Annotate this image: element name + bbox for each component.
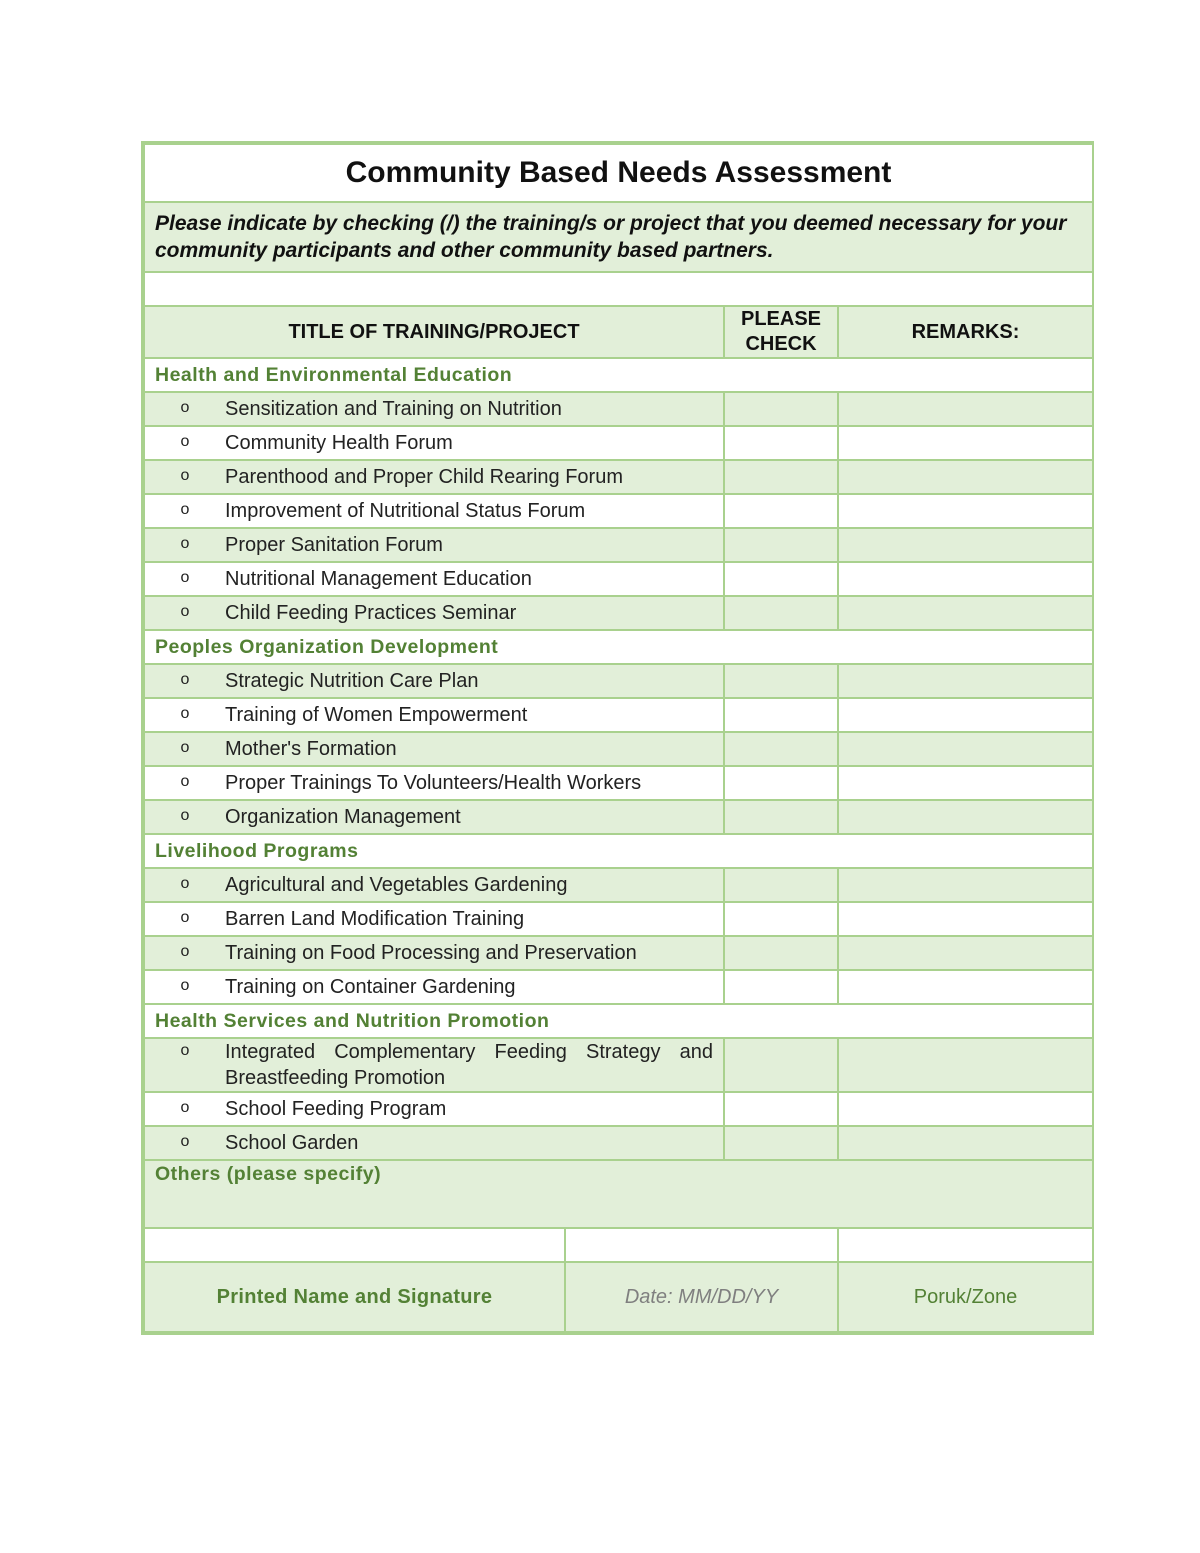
others-row <box>144 1160 1093 1228</box>
signature-entry[interactable] <box>144 1228 565 1262</box>
check-cell[interactable] <box>724 698 838 732</box>
remarks-cell[interactable] <box>838 664 1093 698</box>
training-item-row <box>144 970 1093 1004</box>
check-cell[interactable] <box>724 562 838 596</box>
remarks-cell[interactable] <box>838 766 1093 800</box>
section-row <box>144 834 1093 868</box>
training-item <box>144 664 724 698</box>
bullet-icon: o <box>180 807 190 824</box>
header-title-of-training: TITLE OF TRAINING/PROJECT <box>144 306 724 358</box>
training-item <box>144 562 724 596</box>
training-item-label: Integrated Complementary Feeding Strategy and Breastfeeding Promotion <box>225 1041 713 1089</box>
signature-label: Printed Name and Signature <box>144 1262 565 1332</box>
training-item <box>144 732 724 766</box>
training-item <box>144 460 724 494</box>
training-item-label: Training on Container Gardening <box>225 976 516 998</box>
bullet-icon: o <box>180 433 190 450</box>
zone-label: Poruk/Zone <box>838 1262 1093 1332</box>
remarks-cell[interactable] <box>838 1038 1093 1092</box>
check-cell[interactable] <box>724 970 838 1004</box>
training-item <box>144 766 724 800</box>
training-item-row <box>144 800 1093 834</box>
bullet-icon: o <box>180 535 190 552</box>
training-item-row <box>144 1092 1093 1126</box>
training-item <box>144 1038 724 1092</box>
check-cell[interactable] <box>724 426 838 460</box>
training-item-label: Sensitization and Training on Nutrition <box>225 398 562 420</box>
training-item-row <box>144 1038 1093 1092</box>
check-cell[interactable] <box>724 596 838 630</box>
instructions-text: Please indicate by checking (/) the training/s or project that you deemed necessary for your community participants and other community based partners. <box>144 202 1093 272</box>
training-item-label: Strategic Nutrition Care Plan <box>225 670 479 692</box>
bullet-icon: o <box>180 1133 190 1150</box>
date-entry[interactable] <box>565 1228 838 1262</box>
bullet-icon: o <box>180 501 190 518</box>
remarks-cell[interactable] <box>838 1092 1093 1126</box>
training-item-label: Mother's Formation <box>225 738 397 760</box>
training-item-row <box>144 392 1093 426</box>
training-item-row <box>144 460 1093 494</box>
needs-assessment-form <box>141 141 1094 1335</box>
remarks-cell[interactable] <box>838 426 1093 460</box>
training-item-row <box>144 562 1093 596</box>
training-item-row <box>144 902 1093 936</box>
training-item <box>144 392 724 426</box>
remarks-cell[interactable] <box>838 732 1093 766</box>
training-item-row <box>144 494 1093 528</box>
zone-entry[interactable] <box>838 1228 1093 1262</box>
training-item-label: School Garden <box>225 1132 359 1154</box>
training-item <box>144 426 724 460</box>
remarks-cell[interactable] <box>838 800 1093 834</box>
remarks-cell[interactable] <box>838 494 1093 528</box>
remarks-cell[interactable] <box>838 868 1093 902</box>
training-item-label: Agricultural and Vegetables Gardening <box>225 874 568 896</box>
section-heading: Livelihood Programs <box>144 834 1093 868</box>
training-item-row <box>144 766 1093 800</box>
check-cell[interactable] <box>724 494 838 528</box>
remarks-cell[interactable] <box>838 698 1093 732</box>
section-row <box>144 358 1093 392</box>
section-heading: Health Services and Nutrition Promotion <box>144 1004 1093 1038</box>
section-row <box>144 1004 1093 1038</box>
training-item <box>144 1126 724 1160</box>
signature-entry-row <box>144 1228 1093 1262</box>
training-item-row <box>144 596 1093 630</box>
bullet-icon: o <box>180 909 190 926</box>
training-item <box>144 698 724 732</box>
training-item-label: Training on Food Processing and Preservation <box>225 942 637 964</box>
assessment-table <box>143 143 1094 1333</box>
remarks-cell[interactable] <box>838 528 1093 562</box>
bullet-icon: o <box>180 603 190 620</box>
training-item-label: Proper Sanitation Forum <box>225 534 443 556</box>
bullet-icon: o <box>180 1099 190 1116</box>
check-cell[interactable] <box>724 902 838 936</box>
date-label: Date: MM/DD/YY <box>565 1262 838 1332</box>
training-item-row <box>144 426 1093 460</box>
form-title: Community Based Needs Assessment <box>144 144 1093 202</box>
others-label: Others (please specify) <box>155 1163 382 1185</box>
remarks-cell[interactable] <box>838 936 1093 970</box>
check-cell[interactable] <box>724 1092 838 1126</box>
header-remarks: REMARKS: <box>838 306 1093 358</box>
training-item <box>144 936 724 970</box>
section-heading: Peoples Organization Development <box>144 630 1093 664</box>
signature-label-row <box>144 1262 1093 1332</box>
training-item-label: Nutritional Management Education <box>225 568 532 590</box>
remarks-cell[interactable] <box>838 902 1093 936</box>
training-item-label: Parenthood and Proper Child Rearing Forum <box>225 466 623 488</box>
bullet-icon: o <box>180 1042 190 1059</box>
check-cell[interactable] <box>724 392 838 426</box>
bullet-icon: o <box>180 977 190 994</box>
training-item-label: Training of Women Empowerment <box>225 704 528 726</box>
check-cell[interactable] <box>724 460 838 494</box>
check-cell[interactable] <box>724 1038 838 1092</box>
remarks-cell[interactable] <box>838 970 1093 1004</box>
check-cell[interactable] <box>724 766 838 800</box>
bullet-icon: o <box>180 399 190 416</box>
training-item <box>144 868 724 902</box>
training-item <box>144 800 724 834</box>
remarks-cell[interactable] <box>838 392 1093 426</box>
training-item <box>144 970 724 1004</box>
training-item-row <box>144 1126 1093 1160</box>
check-cell[interactable] <box>724 732 838 766</box>
bullet-icon: o <box>180 569 190 586</box>
remarks-cell[interactable] <box>838 460 1093 494</box>
check-cell[interactable] <box>724 664 838 698</box>
training-item <box>144 528 724 562</box>
training-item-label: Organization Management <box>225 806 461 828</box>
training-item-label: Community Health Forum <box>225 432 453 454</box>
training-item-row <box>144 528 1093 562</box>
training-item-label: Barren Land Modification Training <box>225 908 525 930</box>
section-row <box>144 630 1093 664</box>
bullet-icon: o <box>180 943 190 960</box>
bullet-icon: o <box>180 705 190 722</box>
others-field[interactable] <box>144 1160 1093 1228</box>
bullet-icon: o <box>180 467 190 484</box>
training-item-row <box>144 732 1093 766</box>
bullet-icon: o <box>180 875 190 892</box>
training-item-row <box>144 698 1093 732</box>
training-item <box>144 902 724 936</box>
check-cell[interactable] <box>724 936 838 970</box>
blank-row <box>144 272 1093 306</box>
remarks-cell[interactable] <box>838 562 1093 596</box>
check-cell[interactable] <box>724 528 838 562</box>
check-cell[interactable] <box>724 1126 838 1160</box>
bullet-icon: o <box>180 739 190 756</box>
check-cell[interactable] <box>724 800 838 834</box>
section-heading: Health and Environmental Education <box>144 358 1093 392</box>
training-item <box>144 1092 724 1126</box>
training-item-label: Child Feeding Practices Seminar <box>225 602 517 624</box>
training-item-row <box>144 868 1093 902</box>
bullet-icon: o <box>180 671 190 688</box>
remarks-cell[interactable] <box>838 596 1093 630</box>
training-item-row <box>144 664 1093 698</box>
training-item-row <box>144 936 1093 970</box>
training-item <box>144 494 724 528</box>
training-item-label: Improvement of Nutritional Status Forum <box>225 500 586 522</box>
training-item <box>144 596 724 630</box>
check-cell[interactable] <box>724 868 838 902</box>
header-please-check: PLEASE CHECK <box>724 306 838 358</box>
training-item-label: School Feeding Program <box>225 1098 447 1120</box>
remarks-cell[interactable] <box>838 1126 1093 1160</box>
bullet-icon: o <box>180 773 190 790</box>
training-item-label: Proper Trainings To Volunteers/Health Workers <box>225 772 642 794</box>
